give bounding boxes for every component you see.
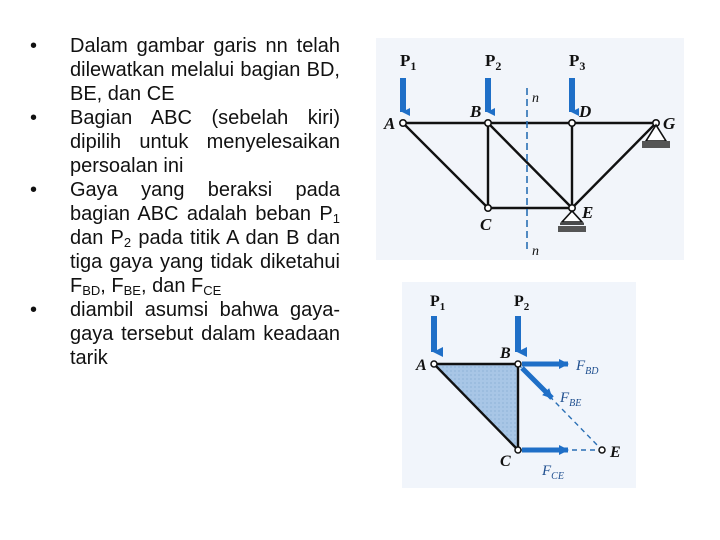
node-label-a: A <box>416 357 427 374</box>
free-body-diagram <box>402 282 636 488</box>
bullet-text: Bagian ABC (sebelah kiri) dipilih untuk menyelesaikan persoalan ini <box>70 107 340 177</box>
joint <box>485 205 491 211</box>
subscript: 1 <box>332 211 340 226</box>
load-arrows <box>403 78 572 112</box>
bullet-list <box>30 34 340 370</box>
joint <box>515 447 521 453</box>
bullet-text: diambil asumsi bahwa gaya-gaya tersebut dalam keadaan tarik <box>70 299 340 369</box>
load-label-p2: $P_2$ <box>485 51 502 73</box>
node-label-d: D <box>579 102 592 121</box>
subscript: CE <box>203 283 222 298</box>
bullet-item <box>30 178 340 298</box>
node-label-c: C <box>480 215 492 234</box>
bullet-item <box>30 106 340 178</box>
bullet-item <box>30 34 340 106</box>
truss-diagram <box>376 38 684 260</box>
force-label-fbe: $F_{BE}$ <box>560 390 582 409</box>
joint <box>599 447 605 453</box>
bullet-text: Dalam gambar garis nn telah dilewatkan melalui bagian BD, BE, dan CE <box>70 35 340 105</box>
member-ac <box>403 123 488 208</box>
node-label-e: E <box>582 203 594 222</box>
joint <box>515 361 521 367</box>
member-eg <box>572 123 656 208</box>
load-label-p1: $P_1$ <box>430 293 446 313</box>
bullet-dot: • <box>30 35 38 57</box>
joint <box>400 120 406 126</box>
joint <box>485 120 491 126</box>
truss-members <box>403 123 656 208</box>
truss-figure <box>376 38 684 260</box>
node-label-g: G <box>663 114 676 133</box>
node-label-c: C <box>500 453 511 470</box>
subscript: BD <box>82 283 101 298</box>
bullet-text-part: dan P <box>70 227 124 249</box>
node-label-b: B <box>500 345 511 362</box>
force-label-fce: $F_{CE}$ <box>542 463 564 482</box>
bullet-text-start: Gaya yang beraksi pada bagian ABC adalah beban P <box>70 179 340 225</box>
node-label-b: B <box>470 102 482 121</box>
bullet-text-part: , dan F <box>140 275 204 297</box>
free-body-figure <box>402 282 636 488</box>
joint <box>431 361 437 367</box>
member-be <box>488 123 572 208</box>
load-label-p3: $P_3$ <box>569 51 586 73</box>
bullet-dot: • <box>30 107 38 129</box>
force-label-fbd: $F_{BD}$ <box>576 358 599 377</box>
load-label-p2: $P_2$ <box>514 293 530 313</box>
subscript: 2 <box>123 235 132 250</box>
bullet-text-part: , F <box>100 275 124 297</box>
subscript: BE <box>123 283 141 298</box>
node-label-a: A <box>384 114 396 133</box>
bullet-item <box>30 298 340 370</box>
load-label-p1: $P_1$ <box>400 51 417 73</box>
bullet-dot: • <box>30 299 38 321</box>
section-label-top: n <box>532 91 539 106</box>
joint <box>569 120 575 126</box>
bullet-text-part: pada titik A dan B dan tiga gaya yang tidak diketahui F <box>70 227 341 297</box>
force-arrow-fbe <box>522 368 552 398</box>
node-label-e: E <box>610 444 621 461</box>
bullet-dot: • <box>30 179 38 201</box>
section-label-bottom: n <box>532 244 539 259</box>
